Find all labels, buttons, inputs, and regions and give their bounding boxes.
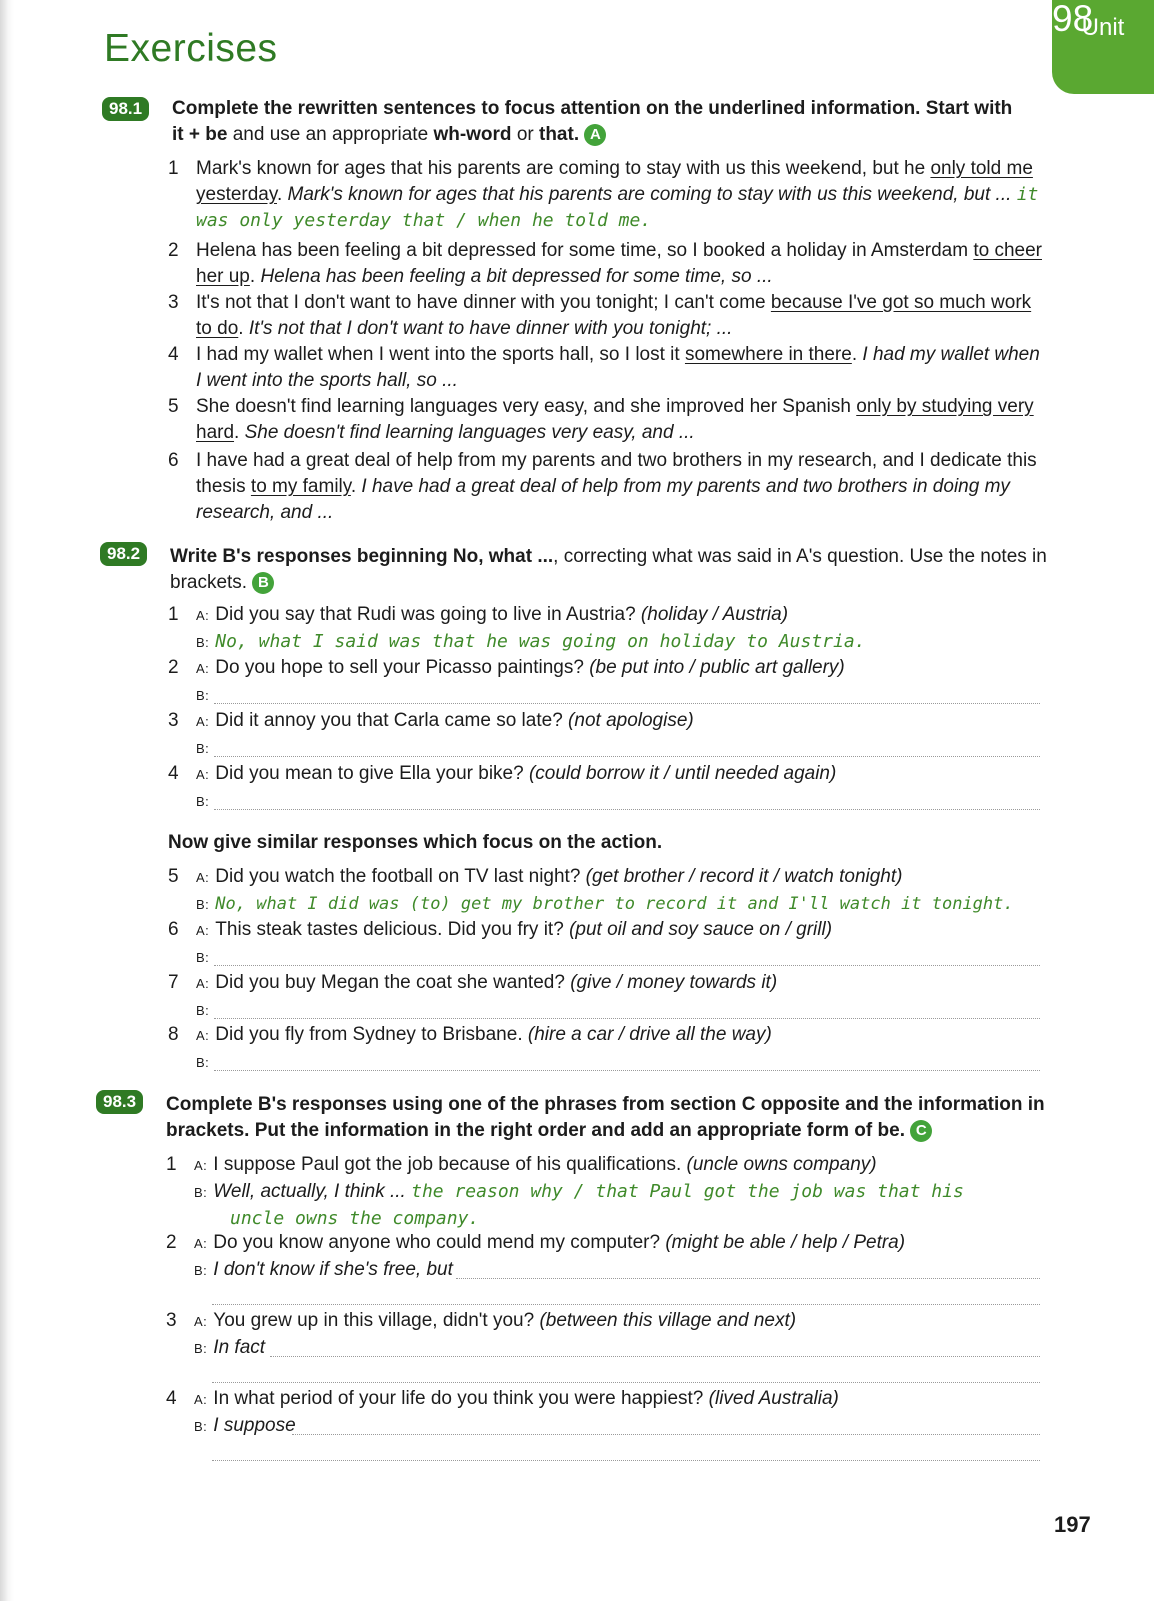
answer-line[interactable] <box>212 1460 1040 1461</box>
answer-line[interactable] <box>214 965 1040 966</box>
exercise-item: 1 A: I suppose Paul got the job because of his qualifications. (uncle owns company) B: Well, actually, I think ... the reason why / that Paul got the job was that his uncle owns the company. <box>166 1154 964 1229</box>
exercise-item: 4 I had my wallet when I went into the sports hall, so I lost it somewhere in there. I had my wallet when I went into the sports hall, so ... <box>168 344 1040 391</box>
exercise-item: 6 A: This steak tastes delicious. Did you fry it? (put oil and soy sauce on / grill) B: <box>168 919 833 965</box>
exercise-item: 7 A: Did you buy Megan the coat she wanted? (give / money towards it) B: <box>168 972 778 1018</box>
exercise-item: 8 A: Did you fly from Sydney to Brisbane. (hire a car / drive all the way) B: <box>168 1024 772 1070</box>
exercise-instructions-98-2: Write B's responses beginning No, what ..., correcting what was said in A's question. Use the notes in brackets. B <box>170 546 1047 593</box>
answer-line[interactable] <box>292 1434 1040 1435</box>
section-ref-icon: C <box>910 1120 932 1142</box>
exercise-instructions-98-3: Complete B's responses using one of the phrases from section C opposite and the information in brackets. Put the information in the right order and add an appropriate form of be. C <box>166 1094 1045 1141</box>
exercise-item: 2 A: Do you know anyone who could mend my computer? (might be able / help / Petra) B: I don't know if she's free, but <box>166 1232 906 1280</box>
answer-text: uncle owns the company. <box>230 1208 480 1229</box>
exercise-item: 3 It's not that I don't want to have dinner with you tonight; I can't come because I've got so much work to do. It's not that I don't want to have dinner with you tonight; ... <box>168 292 1032 339</box>
unit-tab <box>1052 0 1154 94</box>
exercise-item: 3 A: You grew up in this village, didn't you? (between this village and next) B: In fact <box>166 1310 797 1358</box>
exercise-item: 1 A: Did you say that Rudi was going to live in Austria? (holiday / Austria) B: No, what I said was that he was going on holiday to Austria. <box>168 604 866 652</box>
unit-label: Unit <box>1081 14 1125 41</box>
answer-text: No, what I did was (to) get my brother to record it and I'll watch it tonight. <box>215 894 1014 914</box>
exercise-item: 2 Helena has been feeling a bit depressed for some time, so I booked a holiday in Amsterdam to cheer her up. Helena has been feeling a bit depressed for some time, so ... <box>168 240 1042 287</box>
page-title: Exercises <box>104 27 278 70</box>
answer-line[interactable] <box>456 1278 1040 1279</box>
exercise-item: 4 A: Did you mean to give Ella your bike? (could borrow it / until needed again) B: <box>168 763 837 809</box>
answer-text: No, what I said was that he was going on holiday to Austria. <box>215 631 866 652</box>
answer-line[interactable] <box>214 1018 1040 1019</box>
exercise-item: 1 Mark's known for ages that his parents are coming to stay with us this weekend, but he only told me yesterday. Mark's known for ages that his parents are coming to stay with us this weekend, but ... it was only yesterday that / when he told me. <box>168 158 1039 231</box>
page-number: 197 <box>1054 1512 1091 1537</box>
exercise-item: 6 I have had a great deal of help from my parents and two brothers in my research, and I dedicate this thesis to my family. I have had a great deal of help from my parents and two brothers in doing my research, and ... <box>168 450 1037 523</box>
exercise-badge-98-3: 98.3 <box>96 1090 143 1114</box>
answer-line[interactable] <box>214 703 1040 704</box>
exercise-item: 5 She doesn't find learning languages very easy, and she improved her Spanish only by studying very hard. She doesn't find learning languages very easy, and ... <box>168 396 1034 443</box>
answer-text: it was only yesterday that / when he told me. <box>196 184 1039 231</box>
answer-line[interactable] <box>212 1382 1040 1383</box>
exercise-item: 5 A: Did you watch the football on TV last night? (get brother / record it / watch tonight) B: No, what I did was (to) get my brother to record it and I'll watch it tonight. <box>168 866 1014 914</box>
answer-line[interactable] <box>212 1304 1040 1305</box>
section-ref-icon: A <box>584 124 606 146</box>
unit-number: 98 <box>1052 0 1094 39</box>
answer-line[interactable] <box>214 1070 1040 1071</box>
answer-text: the reason why / that Paul got the job was that his <box>411 1181 964 1202</box>
exercise-item: 2 A: Do you hope to sell your Picasso paintings? (be put into / public art gallery) B: <box>168 657 845 703</box>
answer-line[interactable] <box>270 1356 1040 1357</box>
section-ref-icon: B <box>252 572 274 594</box>
page-edge-shadow <box>0 0 14 1601</box>
exercise-item: 4 A: In what period of your life do you think you were happiest? (lived Australia) B: I suppose <box>166 1388 839 1436</box>
exercise-instructions-98-1: Complete the rewritten sentences to focus attention on the underlined information. Start with it + be and use an appropriate wh-word or that. A <box>172 98 1013 145</box>
sub-instructions: Now give similar responses which focus on the action. <box>168 832 663 853</box>
exercise-item: 3 A: Did it annoy you that Carla came so late? (not apologise) B: <box>168 710 694 756</box>
answer-line[interactable] <box>214 809 1040 810</box>
exercise-badge-98-2: 98.2 <box>100 542 147 566</box>
answer-line[interactable] <box>214 756 1040 757</box>
exercise-badge-98-1: 98.1 <box>102 97 149 121</box>
